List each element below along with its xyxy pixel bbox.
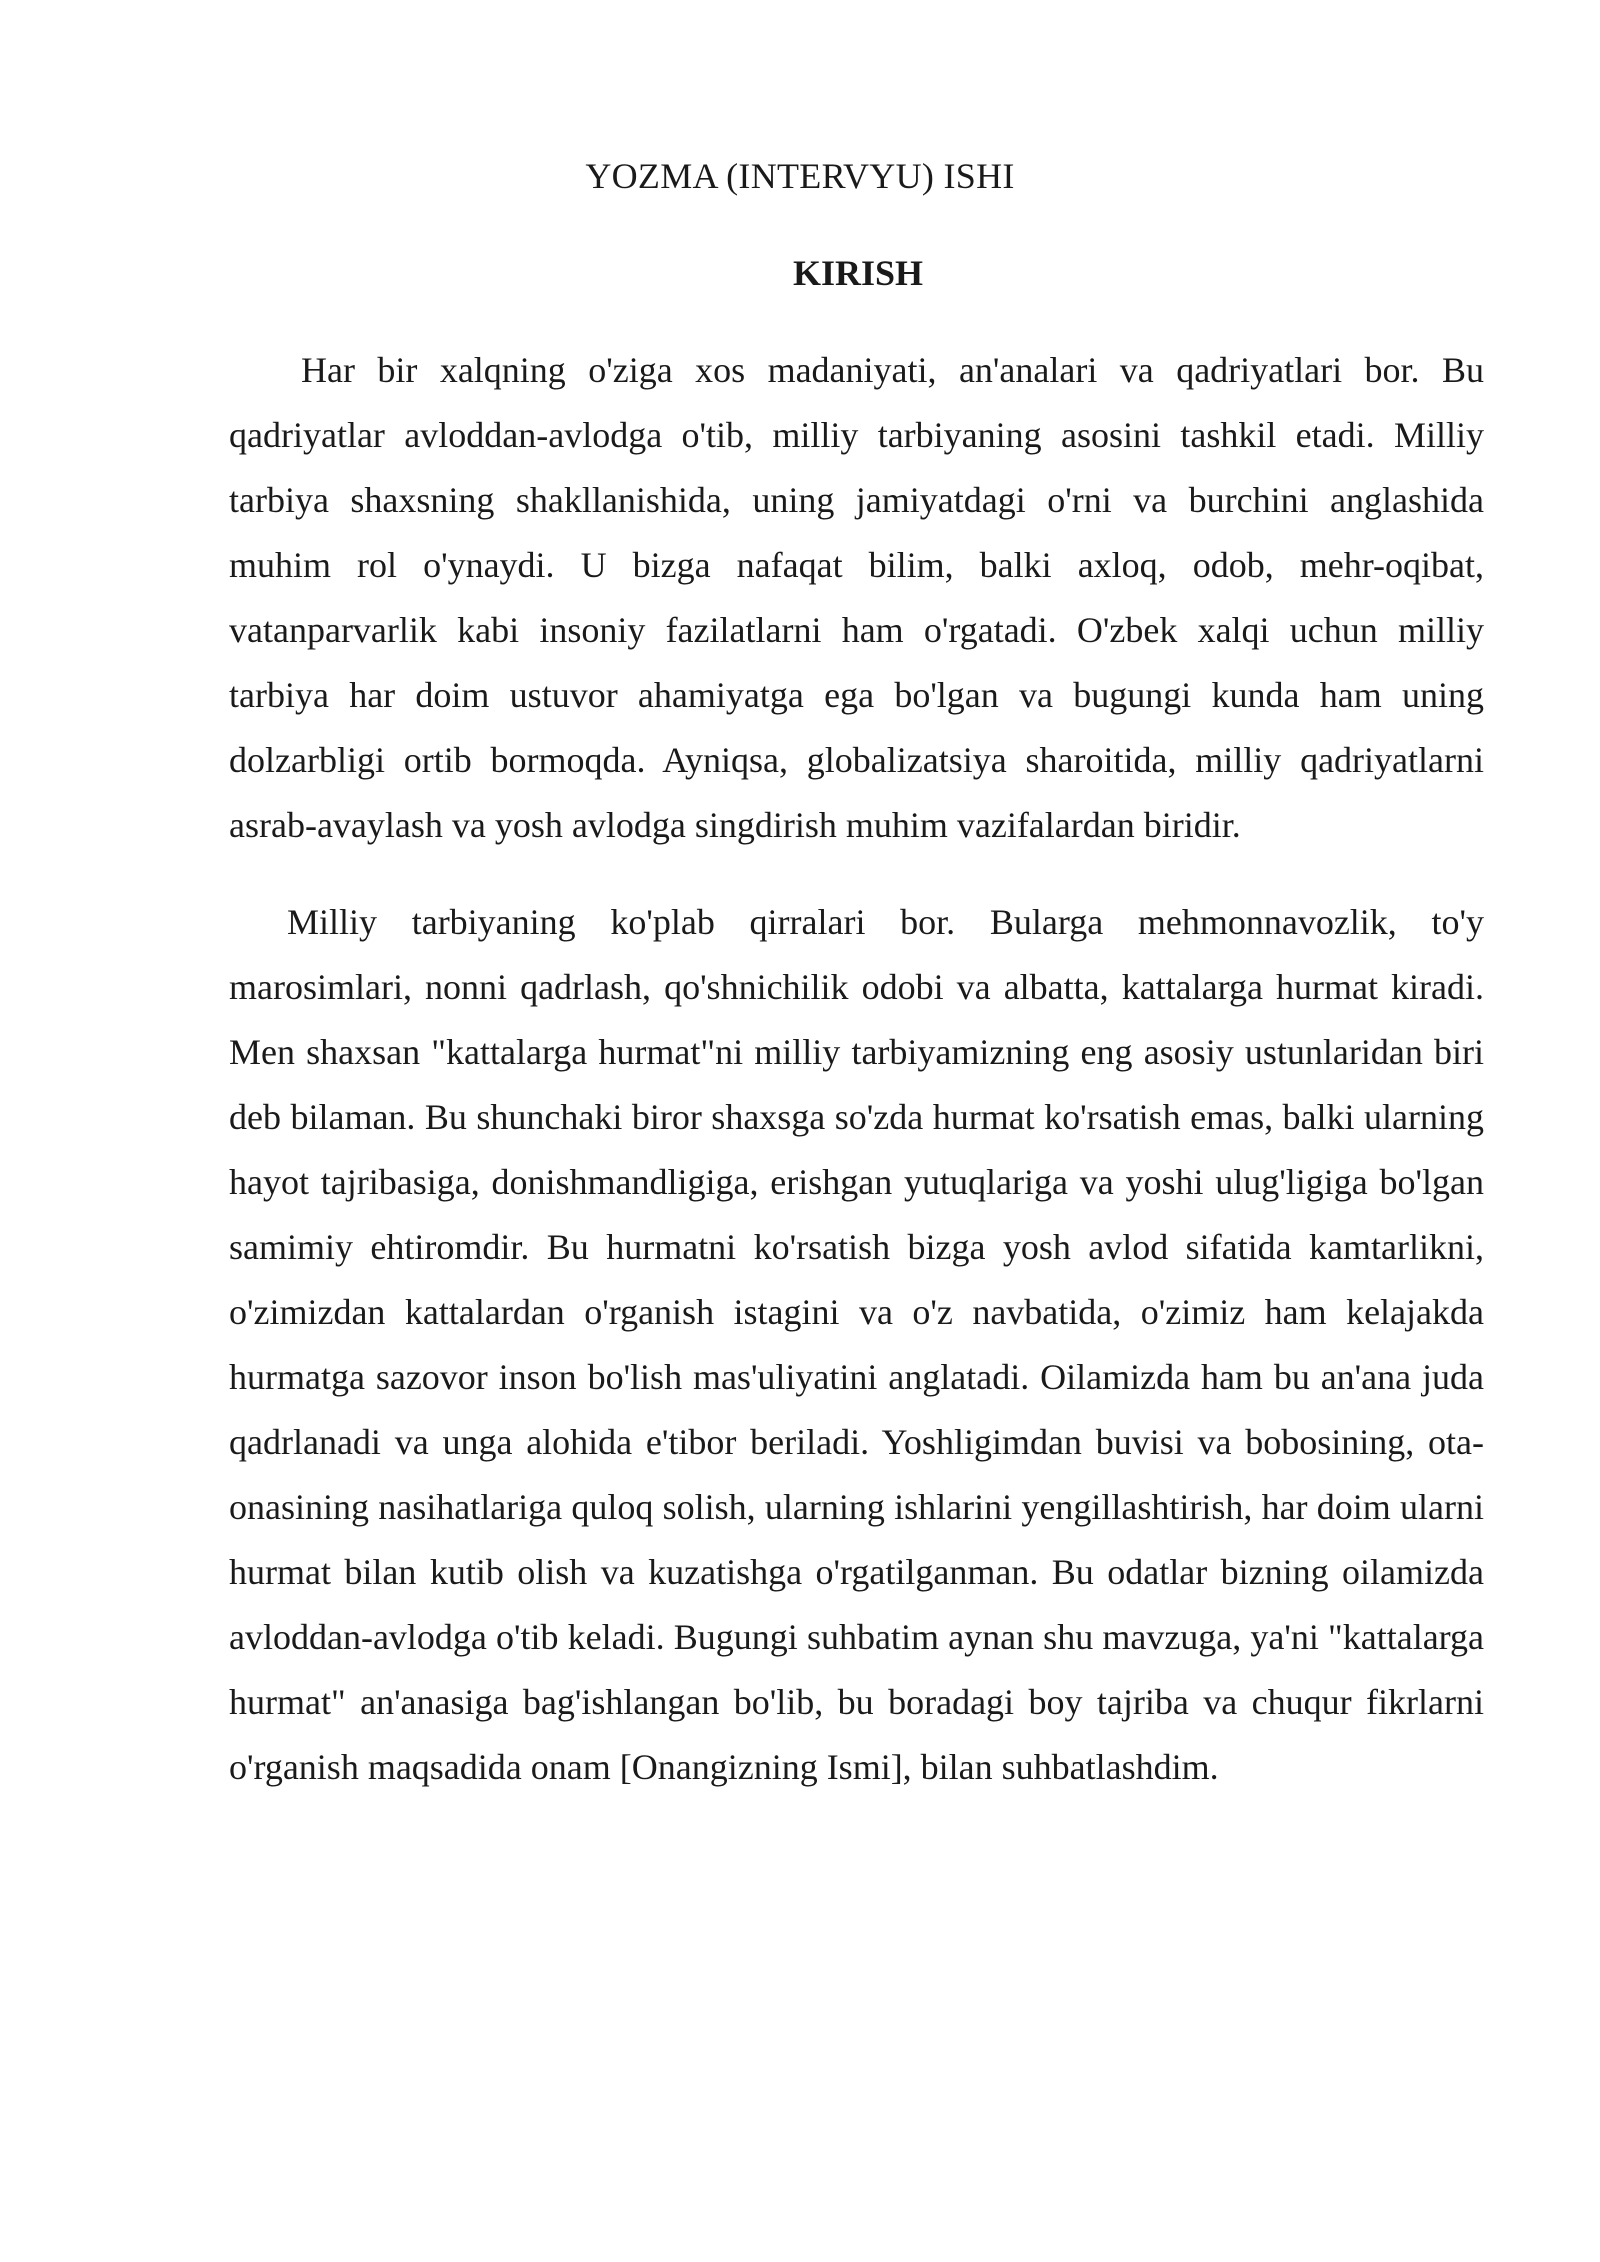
document-title: YOZMA (INTERVYU) ISHI: [585, 156, 1015, 196]
paragraph-respect: Milliy tarbiyaning ko'plab qirralari bor. Bularga mehmonnavozlik, to'y marosimlari, nonni qadrlash, qo'shnichilik odobi va albatta, kattalarga hurmat kiradi. Men shaxsan "kattalarga hurmat"ni milliy tarbiyamizning eng asosiy ustunlaridan biri deb bilaman. Bu shunchaki biror shaxsga so'zda hurmat ko'rsatish emas, balki ularning hayot tajribasiga, donishmandligiga, erishgan yutuqlariga va yoshi ulug'ligiga bo'lgan samimiy ehtiromdir. Bu hurmatni ko'rsatish bizga yosh avlod sifatida kamtarlikni, o'zimizdan kattalardan o'rganish istagini va o'z navbatida, o'zimiz ham kelajakda hurmatga sazovor inson bo'lish mas'uliyatini anglatadi. Oilamizda ham bu an'ana juda qadrlanadi va unga alohida e'tibor beriladi. Yoshligimdan buvisi va bobosining, ota-onasining nasihatlariga quloq solish, ularning ishlarini yengillashtirish, har doim ularni hurmat bilan kutib olish va kuzatishga o'rgatilganman. Bu odatlar bizning oilamizda avloddan-avlodga o'tib keladi. Bugungi suhbatim aynan shu mavzuga, ya'ni "kattalarga hurmat" an'anasiga bag'ishlangan bo'lib, bu boradagi boy tajriba va chuqur fikrlarni o'rganish maqsadida onam [Onangizning Ismi], bilan suhbatlashdim.: [229, 902, 1484, 1787]
section-heading: KIRISH: [792, 253, 924, 293]
paragraph-intro: Har bir xalqning o'ziga xos madaniyati, an'analari va qadriyatlari bor. Bu qadriyatlar avloddan-avlodga o'tib, milliy tarbiyaning asosini tashkil etadi. Milliy tarbiya shaxsning shakllanishida, uning jamiyatdagi o'rni va burchini anglashida muhim rol o'ynaydi. U bizga nafaqat bilim, balki axloq, odob, mehr-oqibat, vatanparvarlik kabi insoniy fazilatlarni ham o'rgatadi. O'zbek xalqi uchun milliy tarbiya har doim ustuvor ahamiyatga ega bo'lgan va bugungi kunda ham uning dolzarbligi ortib bormoqda. Ayniqsa, globalizatsiya sharoitida, milliy qadriyatlarni asrab-avaylash va yosh avlodga singdirish muhim vazifalardan biridir.: [229, 350, 1484, 845]
